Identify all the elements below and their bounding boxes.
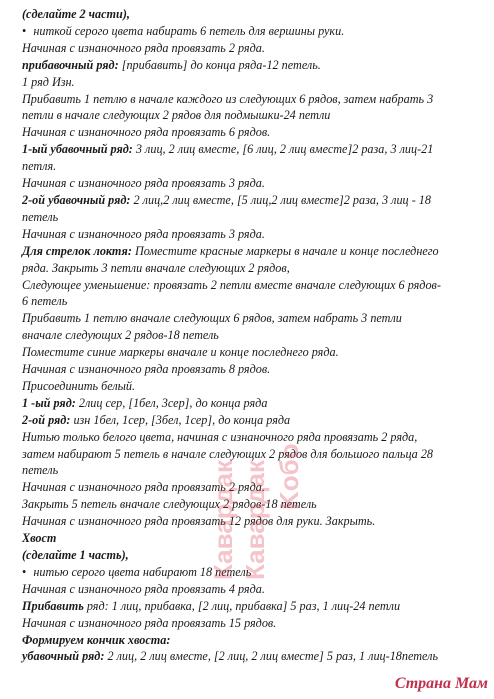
line-heading: 1-ый убавочный ряд:	[22, 142, 133, 157]
watermark-red-1: Кавардак	[208, 460, 238, 580]
text-line	[22, 192, 486, 209]
text-line	[22, 260, 486, 277]
bullet-icon: •	[22, 564, 27, 579]
line-text: вначале следующих 2 рядов-18 петель	[22, 328, 219, 343]
line-text: петель	[22, 209, 59, 224]
text-line	[22, 6, 486, 23]
line-heading: убавочный ряд:	[22, 649, 105, 664]
text-line	[22, 40, 486, 57]
line-text: изн 1бел, 1сер, [3бел, 1сер], до конца ряда	[70, 412, 291, 427]
line-text: Начиная с изнаночного ряда провязать 15 рядов.	[22, 615, 277, 630]
line-text: Начиная с изнаночного ряда провязать 4 ряда.	[22, 581, 265, 596]
bullet-icon: •	[22, 23, 27, 38]
text-line	[22, 124, 486, 141]
line-text: Начиная с изнаночного ряда провязать 2 ряда.	[22, 480, 265, 495]
watermark-red-2: Кавардак	[240, 460, 270, 580]
watermark-red-3: Koбо	[274, 443, 304, 510]
text-line	[22, 293, 486, 310]
line-text: Нитью только белого цвета, начиная с изнаночного ряда провязать 2 ряда,	[22, 429, 418, 444]
line-text: петель	[22, 463, 59, 478]
line-text: Поместите синие маркеры вначале и конце последнего ряда.	[22, 345, 339, 360]
line-text: 2 лиц, 2 лиц вместе, [2 лиц, 2 лиц вместе] 5 раз, 1 лиц-18петель	[104, 649, 438, 664]
line-text: Начиная с изнаночного ряда провязать 3 ряда.	[22, 226, 265, 241]
text-line	[22, 141, 486, 158]
text-line	[22, 209, 486, 226]
line-heading: (сделайте 2 части),	[22, 7, 130, 21]
line-heading: 2-ой убавочный ряд:	[22, 192, 131, 207]
text-line	[22, 632, 486, 649]
line-text: Присоединить белый.	[22, 378, 136, 393]
line-heading: Прибавить	[22, 598, 84, 613]
line-heading: прибавочный ряд:	[22, 57, 119, 72]
line-text: ряда. Закрыть 3 петли вначале следующих 2 рядов,	[22, 260, 290, 275]
line-text: Начиная с изнаночного ряда провязать 8 рядов.	[22, 362, 271, 377]
text-line	[22, 277, 486, 294]
line-text: Начиная с изнаночного ряда провязать 2 ряда.	[22, 40, 265, 55]
line-text: Начиная с изнаночного ряда провязать 3 ряда.	[22, 176, 265, 191]
line-heading: Для стрелок локтя:	[22, 243, 132, 258]
text-line	[22, 74, 486, 91]
line-heading: Формируем кончик хвоста:	[22, 632, 171, 647]
line-text: Прибавить 1 петлю в начале каждого из следующих 6 рядов, затем набрать 3	[22, 91, 434, 106]
text-line	[22, 175, 486, 192]
line-text: Закрыть 5 петель вначале следующих 2 рядов-18 петель	[22, 497, 317, 512]
text-line	[22, 226, 486, 243]
text-line	[22, 107, 486, 124]
text-line	[22, 615, 486, 632]
text-line	[22, 243, 486, 260]
line-text: Начиная с изнаночного ряда провязать 12 рядов для руки. Закрыть.	[22, 514, 376, 529]
text-line	[22, 57, 486, 74]
text-line	[22, 158, 486, 175]
line-text: петли в начале следующих 2 рядов для подмышки-24 петли	[22, 108, 331, 123]
watermark-red	[208, 330, 318, 590]
line-heading: 2-ой ряд:	[22, 412, 71, 427]
text-line	[22, 310, 486, 327]
line-heading: 1 -ый ряд:	[22, 395, 76, 410]
text-line	[22, 598, 486, 615]
watermark-vertical	[2, 150, 16, 690]
line-text: 3 лиц, 2 лиц вместе, [6 лиц, 2 лиц вместе]2 раза, 3 лиц-21	[132, 142, 434, 157]
line-text: Поместите красные маркеры в начале и конце последнего	[131, 243, 439, 258]
line-text: затем набирают 5 петель в начале следующих 2 рядов для большого пальца 28	[22, 446, 434, 461]
line-text: петля.	[22, 159, 57, 174]
line-heading: (сделайте 1 часть),	[22, 548, 129, 562]
line-text: 1 ряд Изн.	[22, 74, 75, 89]
text-line	[22, 91, 486, 108]
line-text: нитью серого цвета набирают 18 петель	[30, 564, 252, 579]
line-text: ряд: 1 лиц, прибавка, [2 лиц, прибавка] 5 раз, 1 лиц-24 петли	[83, 598, 401, 613]
line-text: 2 лиц,2 лиц вместе, [5 лиц,2 лиц вместе]2 раза, 3 лиц - 18	[130, 192, 431, 207]
line-text: Следующее уменьшение: провязать 2 петли вместе вначале следующих 6 рядов-	[22, 277, 441, 292]
line-text: 2лиц сер, [1бел, 3сер], до конца ряда	[75, 395, 268, 410]
line-text: 6 петель	[22, 294, 68, 309]
line-text: ниткой серого цвета набирать 6 петель для вершины руки.	[30, 23, 345, 38]
line-text: Прибавить 1 петлю вначале следующих 6 рядов, затем набрать 3 петли	[22, 311, 402, 326]
text-line	[22, 648, 486, 665]
line-heading: Хвост	[22, 531, 57, 546]
line-text: [прибавить] до конца ряда-12 петель.	[118, 57, 321, 72]
site-logo: Страна Мам	[394, 675, 488, 692]
line-text: Начиная с изнаночного ряда провязать 6 рядов.	[22, 125, 271, 140]
text-line	[22, 23, 486, 40]
